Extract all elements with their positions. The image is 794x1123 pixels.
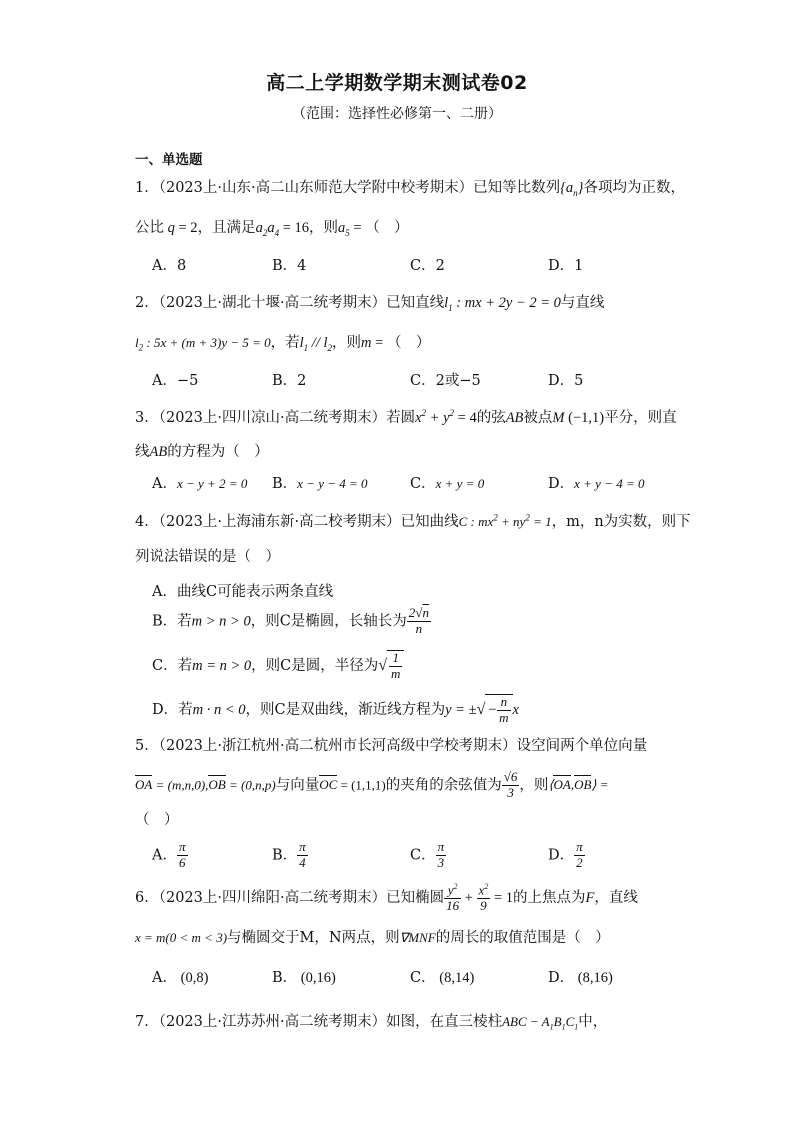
- q6-option-b[interactable]: B． (0,16): [272, 970, 336, 986]
- q4-line2: 列说法错误的是（ ）: [135, 549, 280, 565]
- q2-option-d[interactable]: D．5: [548, 373, 584, 389]
- q4-option-b[interactable]: B．若m > n > 0，则C是椭圆，长轴长为 $\frac{2√n}{n}$: [152, 605, 429, 636]
- page-title: 高二上学期数学期末测试卷02: [266, 72, 528, 94]
- q5-option-c[interactable]: C． $\frac{\pi}{3}$: [410, 839, 445, 870]
- q2-line1: 2．（2023上·湖北十堰·高二统考期末）已知直线$l_1$ : mx + 2y − 2 = 0与直线: [135, 295, 605, 313]
- q4-line1: 4．（2023上·上海浦东新·高二校考期末）已知曲线C : $mx^2 + ny^2 = 1$，m，n为实数，则下: [135, 512, 691, 530]
- q2-option-b[interactable]: B．2: [272, 373, 307, 389]
- q3-option-d[interactable]: D．x + y − 4 = 0: [548, 476, 645, 492]
- section-heading: 一、单选题: [135, 152, 203, 168]
- q6-line2: x = m(0 < m < 3)与椭圆交于M，N两点，则∇MNF的周长的取值范围是（ ）: [135, 930, 610, 946]
- q4-option-d[interactable]: D．若m · n < 0，则C是双曲线，渐近线方程为y = ±√ − $\frac{n}{m}$ x: [152, 694, 519, 725]
- q6-option-a[interactable]: A． (0,8): [152, 970, 209, 986]
- q6-line1: 6．（2023上·四川绵阳·高二统考期末）已知椭圆 $\frac{y^2}{16}$ + $\frac{x^2}{9}$ = 1的上焦点为F，直线: [135, 882, 638, 914]
- q3-line2: 线AB的方程为（ ）: [135, 444, 269, 460]
- q6-option-d[interactable]: D． (8,16): [548, 970, 613, 986]
- q2-option-a[interactable]: A．−5: [152, 373, 199, 389]
- q7-line1: 7．（2023上·江苏苏州·高二统考期末）如图，在直三棱柱ABC − $A_1B_1C_1$中，: [135, 1014, 608, 1032]
- q2-line2: $l_2$ : 5x + (m + 3)y − 5 = 0，若$l_1 // l_2$，则m = （ ）: [135, 335, 431, 353]
- q4-option-c[interactable]: C．若m = n > 0，则C是圆，半径为√ $\frac{1}{m}$: [152, 650, 404, 682]
- q3-option-c[interactable]: C．x + y = 0: [410, 476, 485, 492]
- q5-option-a[interactable]: A． $\frac{\pi}{6}$: [152, 839, 186, 870]
- q5-option-d[interactable]: D． $\frac{\pi}{2}$: [548, 839, 583, 870]
- q5-line3: （ ）: [135, 812, 179, 828]
- q6-option-c[interactable]: C． (8,14): [410, 970, 475, 986]
- q5-option-b[interactable]: B． $\frac{\pi}{4}$: [272, 839, 306, 870]
- q1-option-d[interactable]: D．1: [548, 258, 584, 274]
- page-subtitle: （范围：选择性必修第一、二册）: [292, 106, 502, 122]
- q3-line1: 3．（2023上·四川凉山·高二统考期末）若圆$x^2 + y^2 = 4$的弦AB被点M (−1,1)平分，则直: [135, 408, 677, 426]
- q4-option-a[interactable]: A．曲线C可能表示两条直线: [152, 584, 334, 600]
- q5-line1: 5．（2023上·浙江杭州·高二杭州市长河高级中学校考期末）设空间两个单位向量: [135, 738, 648, 754]
- q1-line2: 公比 q = 2，且满足$a_2a_4 = 16$，则$a_5$ = （ ）: [135, 220, 409, 238]
- q1-option-c[interactable]: C．2: [410, 258, 445, 274]
- q1-option-b[interactable]: B．4: [272, 258, 307, 274]
- q2-option-c[interactable]: C．2或−5: [410, 373, 481, 389]
- q1-line1: 1．（2023上·山东·高二山东师范大学附中校考期末）已知等比数列$\{a_n\}$各项均为正数，: [135, 180, 685, 198]
- q3-option-b[interactable]: B．x − y − 4 = 0: [272, 476, 368, 492]
- q3-option-a[interactable]: A．x − y + 2 = 0: [152, 476, 248, 492]
- q5-line2: OA = (m,n,0),OB = (0,n,p)与向量OC = (1,1,1)的夹角的余弦值为 $\frac{√6}{3}$ ，则⟨OA,OB⟩ =: [135, 769, 609, 800]
- q1-option-a[interactable]: A．8: [152, 258, 187, 274]
